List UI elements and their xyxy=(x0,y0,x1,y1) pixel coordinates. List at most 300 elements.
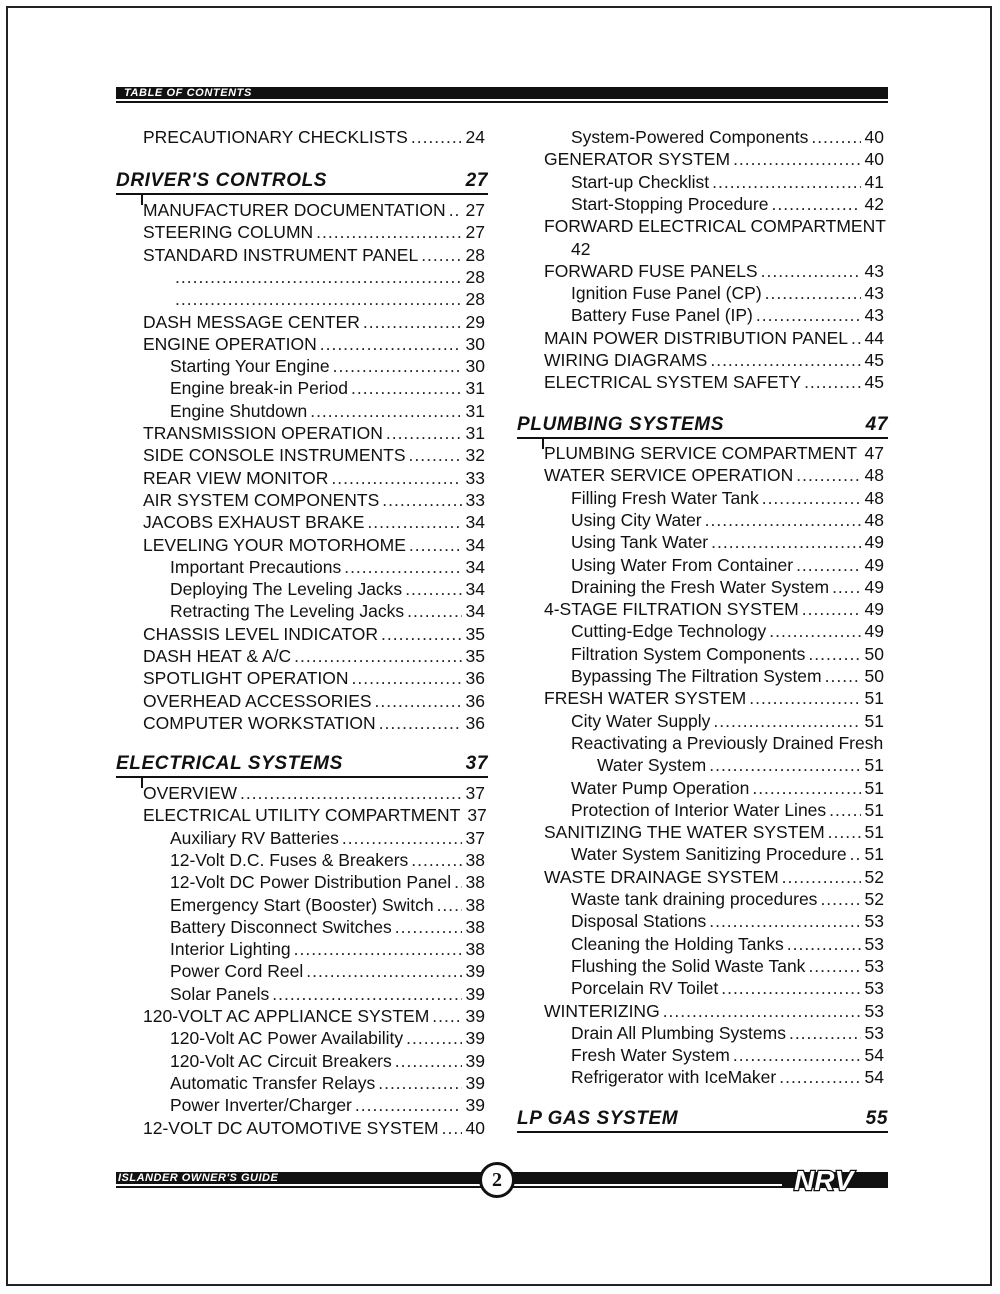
toc-entry xyxy=(571,193,884,215)
toc-entry xyxy=(143,667,485,689)
entry-title: ENGINE OPERATION xyxy=(143,333,317,354)
dot-leader xyxy=(442,1117,462,1139)
entry-page: 31 xyxy=(465,400,485,421)
dot-leader xyxy=(175,288,462,310)
entry-page: 29 xyxy=(465,311,485,332)
toc-entry xyxy=(571,977,884,999)
dot-leader xyxy=(820,888,860,910)
toc-entry xyxy=(143,444,485,466)
dot-leader xyxy=(796,464,860,486)
toc-entry xyxy=(571,777,884,799)
entry-title: Bypassing The Filtration System xyxy=(571,666,822,686)
toc-entry xyxy=(571,171,884,193)
toc-entry xyxy=(170,355,485,377)
entry-page: 47 xyxy=(864,443,884,463)
entry-page: 40 xyxy=(864,127,884,147)
entry-page: 50 xyxy=(864,643,884,664)
entry-page: 44 xyxy=(864,327,884,348)
entry-title: Engine break-in Period xyxy=(170,378,349,399)
entry-page: 28 xyxy=(465,266,485,287)
entry-page: 54 xyxy=(864,1067,884,1088)
toc-entry xyxy=(170,377,485,399)
entry-page: 51 xyxy=(864,777,884,798)
entry-title: 120-Volt AC Circuit Breakers xyxy=(170,1050,392,1071)
toc-entry xyxy=(170,1050,485,1072)
toc-entry xyxy=(143,1117,485,1139)
toc-entry xyxy=(571,576,884,598)
entry-title: 4-STAGE FILTRATION SYSTEM xyxy=(544,599,799,620)
toc-entry xyxy=(571,304,884,326)
toc-entry xyxy=(571,282,884,304)
toc-entry xyxy=(544,687,884,709)
entry-page: 48 xyxy=(864,509,884,530)
toc-entry xyxy=(143,690,485,712)
section-heading xyxy=(517,413,888,437)
entry-page: 53 xyxy=(864,933,884,954)
dot-leader xyxy=(832,576,860,598)
entry-title: SPOTLIGHT OPERATION xyxy=(143,668,349,689)
dot-leader xyxy=(367,511,461,533)
dot-leader xyxy=(382,489,461,511)
toc-entry xyxy=(143,467,485,489)
dot-leader xyxy=(375,690,462,712)
entry-title: Protection of Interior Water Lines xyxy=(571,799,827,820)
dot-leader xyxy=(344,556,461,578)
entry-title: Battery Disconnect Switches xyxy=(170,916,392,937)
entry-page: 43 xyxy=(864,283,884,304)
dot-leader xyxy=(762,487,861,509)
dot-leader xyxy=(333,355,462,377)
toc-entry xyxy=(571,888,884,910)
dot-leader xyxy=(733,148,860,170)
entry-title: MANUFACTURER DOCUMENTATION xyxy=(143,200,446,220)
entry-page: 53 xyxy=(864,955,884,976)
section-title: ELECTRICAL SYSTEMS xyxy=(116,753,343,774)
entry-page: 49 xyxy=(864,621,884,642)
entry-title: 12-Volt DC Power Distribution Panel xyxy=(170,872,452,893)
dot-leader xyxy=(331,467,461,489)
dot-leader xyxy=(432,1005,461,1027)
entry-page: 41 xyxy=(864,171,884,192)
toc-entry xyxy=(170,960,485,982)
entry-page: 51 xyxy=(864,799,884,820)
toc-entry xyxy=(170,578,485,600)
toc-entry xyxy=(571,531,884,553)
entry-title: Start-Stopping Procedure xyxy=(571,193,769,214)
toc-entry xyxy=(544,349,884,371)
entry-title: ELECTRICAL UTILITY COMPARTMENT xyxy=(143,805,461,826)
section-page: 55 xyxy=(865,1108,888,1129)
entry-page: 30 xyxy=(465,333,485,354)
entry-page: 43 xyxy=(864,260,884,281)
section-rule xyxy=(116,776,488,778)
entry-page: 52 xyxy=(864,866,884,887)
dot-leader xyxy=(828,821,861,843)
toc-entry xyxy=(571,1044,884,1066)
dot-leader xyxy=(850,843,861,865)
entry-title: Waste tank draining procedures xyxy=(571,889,818,909)
section-heading xyxy=(116,169,488,193)
entry-title: Water Pump Operation xyxy=(571,777,750,798)
toc-entry xyxy=(172,266,485,288)
entry-title: Water System xyxy=(597,755,707,776)
dot-leader xyxy=(804,371,860,393)
dot-leader xyxy=(342,827,462,849)
entry-title: LEVELING YOUR MOTORHOME xyxy=(143,534,406,555)
entry-title: ELECTRICAL SYSTEM SAFETY xyxy=(544,372,802,393)
entry-page: 33 xyxy=(465,489,485,510)
entry-page: 27 xyxy=(465,200,485,220)
toc-entry xyxy=(170,827,485,849)
entry-title: Auxiliary RV Batteries xyxy=(170,827,339,848)
dot-leader xyxy=(733,1044,861,1066)
toc-entry xyxy=(544,1000,884,1022)
toc-entry xyxy=(544,260,884,282)
toc-entry xyxy=(170,894,485,916)
entry-page: 39 xyxy=(465,961,485,982)
dot-leader xyxy=(405,578,461,600)
dot-leader xyxy=(406,1027,461,1049)
entry-title: Deploying The Leveling Jacks xyxy=(170,579,403,600)
entry-page: 49 xyxy=(864,599,884,620)
entry-page: 43 xyxy=(864,305,884,326)
entry-page: 53 xyxy=(864,1000,884,1021)
dot-leader xyxy=(454,871,461,893)
entry-page: 51 xyxy=(864,844,884,865)
section-page: 37 xyxy=(465,753,488,774)
dot-leader xyxy=(395,916,462,938)
entry-title: OVERVIEW xyxy=(143,783,238,803)
section-heading xyxy=(517,1107,888,1131)
entry-page: 34 xyxy=(465,556,485,577)
header-title: TABLE OF CONTENTS xyxy=(124,87,252,99)
entry-title: Battery Fuse Panel (IP) xyxy=(571,305,753,326)
dot-leader xyxy=(829,799,860,821)
dot-leader xyxy=(409,444,462,466)
toc-entry xyxy=(571,665,884,687)
dot-leader xyxy=(663,1000,861,1022)
entry-page: 34 xyxy=(465,601,485,622)
toc-entry xyxy=(170,400,485,422)
entry-page: 38 xyxy=(465,894,485,915)
toc-entry xyxy=(170,983,485,1005)
entry-page: 51 xyxy=(864,688,884,709)
logo-text: NRV xyxy=(794,1165,854,1196)
toc-entry xyxy=(571,643,884,665)
toc-entry xyxy=(571,933,884,955)
entry-page: 48 xyxy=(864,465,884,486)
dot-leader xyxy=(749,687,860,709)
toc-entry xyxy=(170,1027,485,1049)
entry-title: 12-Volt D.C. Fuses & Breakers xyxy=(170,849,409,870)
toc-entry xyxy=(571,843,884,865)
entry-page: 39 xyxy=(465,1095,485,1116)
toc-entry xyxy=(544,866,884,888)
entry-title: City Water Supply xyxy=(571,710,711,731)
entry-title: Water System Sanitizing Procedure xyxy=(571,844,847,865)
entry-page: 38 xyxy=(465,849,485,870)
entry-title: Drain All Plumbing Systems xyxy=(571,1022,786,1043)
entry-title: OVERHEAD ACCESSORIES xyxy=(143,690,372,711)
entry-title: AIR SYSTEM COMPONENTS xyxy=(143,489,380,510)
dot-leader xyxy=(320,333,462,355)
dot-leader xyxy=(779,1066,860,1088)
toc-entry xyxy=(170,1072,485,1094)
entry-title: Important Precautions xyxy=(170,556,342,577)
entry-title: JACOBS EXHAUST BRAKE xyxy=(143,512,365,533)
dot-leader xyxy=(705,509,861,531)
entry-page: 51 xyxy=(864,755,884,776)
entry-title: Starting Your Engine xyxy=(170,356,330,377)
nrv-logo xyxy=(780,1162,890,1196)
toc-entry xyxy=(143,804,485,826)
entry-title: WASTE DRAINAGE SYSTEM xyxy=(544,866,779,887)
entry-page: 39 xyxy=(465,1006,485,1026)
entry-title: COMPUTER WORKSTATION xyxy=(143,712,376,733)
toc-entry xyxy=(170,1094,485,1116)
entry-title: PRECAUTIONARY CHECKLISTS xyxy=(143,127,408,147)
entry-page: 37 xyxy=(467,805,487,826)
dot-leader xyxy=(421,244,461,266)
dot-leader xyxy=(355,1094,462,1116)
toc-entry xyxy=(143,244,485,266)
entry-title: WIRING DIAGRAMS xyxy=(544,350,708,370)
entry-page: 35 xyxy=(465,646,485,666)
footer-title: ISLANDER OWNER'S GUIDE xyxy=(118,1172,279,1184)
entry-title: 12-VOLT DC AUTOMOTIVE SYSTEM xyxy=(143,1117,439,1138)
entry-page: 42 xyxy=(864,193,884,214)
dot-leader xyxy=(272,983,461,1005)
entry-title: FORWARD ELECTRICAL COMPARTMENT xyxy=(544,216,886,237)
toc-entry xyxy=(143,1005,485,1027)
toc-entry xyxy=(143,489,485,511)
entry-page: 35 xyxy=(465,623,485,644)
entry-title: 42 xyxy=(571,238,591,259)
entry-title: MAIN POWER DISTRIBUTION PANEL xyxy=(544,327,849,348)
dot-leader xyxy=(351,377,462,399)
toc-entry xyxy=(571,910,884,932)
entry-title: Interior Lighting xyxy=(170,939,291,960)
toc-entry xyxy=(143,712,485,734)
dot-leader xyxy=(378,1072,461,1094)
entry-title: Using Tank Water xyxy=(571,532,709,553)
entry-title: Automatic Transfer Relays xyxy=(170,1072,376,1093)
toc-entry xyxy=(143,333,485,355)
toc-entry xyxy=(544,327,884,349)
dot-leader xyxy=(789,1022,861,1044)
entry-title: STANDARD INSTRUMENT PANEL xyxy=(143,244,419,265)
entry-page: 38 xyxy=(465,872,485,893)
dot-leader xyxy=(240,782,462,804)
entry-page: 34 xyxy=(465,534,485,555)
dot-leader xyxy=(294,938,462,960)
toc-entry xyxy=(172,288,485,310)
toc-entry xyxy=(571,955,884,977)
toc-entry xyxy=(571,799,884,821)
toc-entry xyxy=(143,221,485,243)
entry-title: CHASSIS LEVEL INDICATOR xyxy=(143,623,379,644)
entry-page: 51 xyxy=(864,822,884,843)
entry-title: Start-up Checklist xyxy=(571,171,710,192)
dot-leader xyxy=(851,327,861,349)
dot-leader xyxy=(811,126,860,148)
toc-entry xyxy=(143,422,485,444)
entry-title: Using City Water xyxy=(571,509,702,530)
section-heading xyxy=(116,752,488,776)
entry-title: Cutting-Edge Technology xyxy=(571,621,767,642)
toc-entry xyxy=(170,871,485,893)
dot-leader xyxy=(787,933,861,955)
entry-title: Porcelain RV Toilet xyxy=(571,978,719,999)
dot-leader xyxy=(761,260,861,282)
entry-page: 32 xyxy=(465,445,485,466)
entry-page: 36 xyxy=(465,690,485,711)
section-page: 27 xyxy=(465,170,488,191)
entry-page: 39 xyxy=(465,983,485,1004)
dot-leader xyxy=(752,777,860,799)
section-title: DRIVER'S CONTROLS xyxy=(116,170,328,191)
toc-entry xyxy=(544,442,884,464)
section-rule xyxy=(116,193,488,195)
dot-leader xyxy=(782,866,861,888)
toc-entry xyxy=(143,623,485,645)
entry-title: REAR VIEW MONITOR xyxy=(143,467,329,488)
toc-entry xyxy=(170,849,485,871)
toc-entry xyxy=(544,148,884,170)
entry-title: SANITIZING THE WATER SYSTEM xyxy=(544,822,825,843)
toc-entry xyxy=(571,620,884,642)
entry-title: Retracting The Leveling Jacks xyxy=(170,601,405,622)
toc-entry xyxy=(143,311,485,333)
toc-entry xyxy=(544,371,884,393)
entry-page: 49 xyxy=(864,554,884,575)
dot-leader xyxy=(808,955,860,977)
entry-title: TRANSMISSION OPERATION xyxy=(143,423,383,443)
entry-title: Solar Panels xyxy=(170,983,270,1004)
entry-page: 39 xyxy=(465,1072,485,1093)
toc-entry xyxy=(571,1022,884,1044)
entry-page: 39 xyxy=(465,1050,485,1071)
dot-leader xyxy=(765,282,861,304)
toc-entry xyxy=(170,916,485,938)
entry-page: 49 xyxy=(864,576,884,597)
entry-title: Draining the Fresh Water System xyxy=(571,576,830,597)
header-rule xyxy=(116,101,888,103)
toc-entry xyxy=(143,199,485,221)
dot-leader xyxy=(449,199,462,221)
entry-title: Power Cord Reel xyxy=(170,961,304,982)
entry-page: 37 xyxy=(465,783,485,803)
entry-page: 45 xyxy=(864,372,884,393)
entry-page: 40 xyxy=(864,149,884,170)
section-title: PLUMBING SYSTEMS xyxy=(517,414,725,435)
entry-title: FORWARD FUSE PANELS xyxy=(544,260,758,281)
entry-page: 34 xyxy=(465,579,485,600)
entry-title: 120-VOLT AC APPLIANCE SYSTEM xyxy=(143,1006,430,1026)
entry-title: Filtration System Components xyxy=(571,643,806,664)
dot-leader xyxy=(381,623,462,645)
toc-entry xyxy=(544,821,884,843)
dot-leader xyxy=(175,266,462,288)
toc-entry xyxy=(571,554,884,576)
entry-page: 50 xyxy=(864,666,884,686)
toc-entry xyxy=(143,126,485,148)
entry-title: Reactivating a Previously Drained Fresh xyxy=(571,732,884,753)
entry-page: 31 xyxy=(465,378,485,399)
section-title: LP GAS SYSTEM xyxy=(517,1108,679,1129)
entry-title: Fresh Water System xyxy=(571,1045,730,1066)
dot-leader xyxy=(802,598,861,620)
entry-title: Ignition Fuse Panel (CP) xyxy=(571,283,762,304)
toc-entry xyxy=(170,938,485,960)
entry-title: Power Inverter/Charger xyxy=(170,1095,352,1116)
dot-leader xyxy=(363,311,462,333)
dot-leader xyxy=(713,710,860,732)
toc-entry xyxy=(143,645,485,667)
entry-title: System-Powered Components xyxy=(571,127,809,147)
entry-title: STEERING COLUMN xyxy=(143,222,314,243)
dot-leader xyxy=(796,554,860,576)
entry-title: FRESH WATER SYSTEM xyxy=(544,688,747,709)
entry-page: 53 xyxy=(864,1022,884,1043)
dot-leader xyxy=(771,193,860,215)
entry-page: 27 xyxy=(465,222,485,243)
toc-entry xyxy=(170,600,485,622)
toc-entry xyxy=(544,598,884,620)
entry-page: 36 xyxy=(465,712,485,733)
entry-title: WATER SERVICE OPERATION xyxy=(544,465,794,486)
dot-leader xyxy=(294,645,461,667)
toc-entry xyxy=(143,511,485,533)
dot-leader xyxy=(756,304,861,326)
dot-leader xyxy=(769,620,860,642)
entry-title: Engine Shutdown xyxy=(170,400,308,421)
dot-leader xyxy=(808,643,860,665)
toc-entry xyxy=(571,1066,884,1088)
entry-page: 33 xyxy=(465,467,485,488)
toc-entry xyxy=(143,534,485,556)
entry-title: 120-Volt AC Power Availability xyxy=(170,1028,404,1049)
entry-page: 38 xyxy=(465,916,485,937)
dot-leader xyxy=(409,534,462,556)
entry-page: 30 xyxy=(465,356,485,377)
toc-entry xyxy=(143,782,485,804)
entry-title: Emergency Start (Booster) Switch xyxy=(170,894,434,915)
dot-leader xyxy=(721,977,860,999)
toc-entry xyxy=(571,509,884,531)
dot-leader xyxy=(306,960,461,982)
entry-page: 28 xyxy=(465,289,485,310)
entry-title: SIDE CONSOLE INSTRUMENTS xyxy=(143,445,406,466)
entry-page: 31 xyxy=(465,423,485,443)
entry-title: DASH HEAT & A/C xyxy=(143,646,292,666)
entry-page: 38 xyxy=(465,939,485,960)
entry-title: WINTERIZING xyxy=(544,1000,660,1021)
toc-entry xyxy=(571,710,884,732)
section-rule xyxy=(517,1131,888,1133)
dot-leader xyxy=(712,171,860,193)
entry-page: 37 xyxy=(465,827,485,848)
entry-title: Filling Fresh Water Tank xyxy=(571,487,759,508)
entry-page: 34 xyxy=(465,512,485,533)
entry-page: 36 xyxy=(465,668,485,689)
section-rule xyxy=(517,437,888,439)
dot-leader xyxy=(310,400,461,422)
entry-page: 53 xyxy=(864,911,884,932)
entry-page: 24 xyxy=(465,127,485,147)
entry-title: GENERATOR SYSTEM xyxy=(544,149,731,170)
entry-page: 40 xyxy=(465,1117,485,1138)
